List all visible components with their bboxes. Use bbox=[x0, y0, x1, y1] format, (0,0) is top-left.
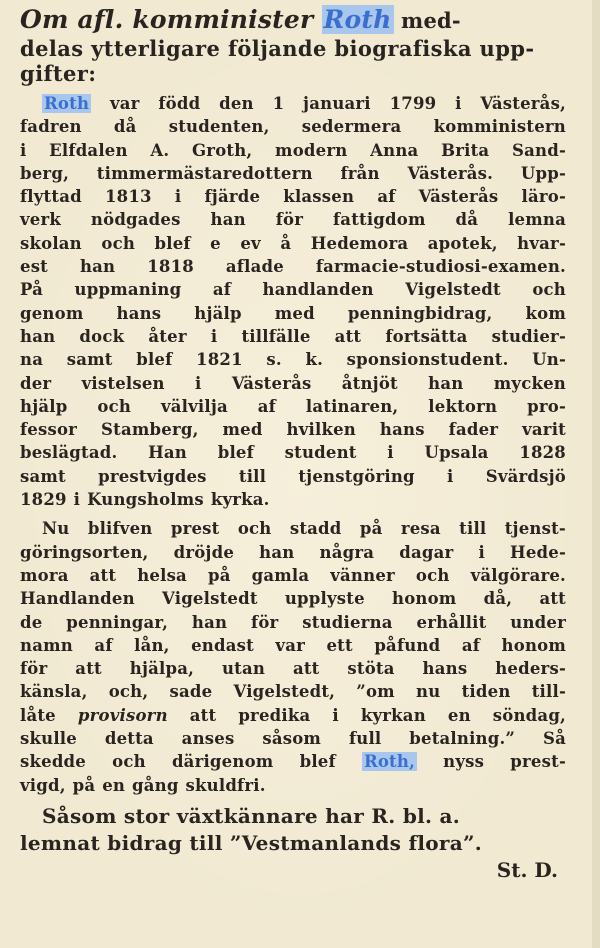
paragraph-1-line: beslägtad. Han blef student i Upsala 1828 bbox=[20, 443, 566, 463]
paragraph-1-line: fadren då studenten, sedermera komministern bbox=[20, 117, 566, 137]
paragraph-1-line: samt prestvigdes till tjenstgöring i Svärdsjö bbox=[20, 466, 566, 486]
article-headline bbox=[20, 4, 566, 36]
paragraph-2-line: vigd, på en gång skuldfri. bbox=[20, 775, 266, 795]
paragraph-1-line: i Elfdalen A. Groth, modern Anna Brita Sand- bbox=[20, 140, 566, 160]
paragraph-1-line bbox=[20, 92, 566, 115]
signature: St. D. bbox=[496, 857, 558, 882]
paragraph-1-line: skolan och blef e ev å Hedemora apotek, hvar- bbox=[20, 233, 566, 253]
italic-word-provisorn: provisorn bbox=[77, 705, 168, 725]
intro-line-3: gifter: bbox=[20, 61, 97, 86]
line-text: låte bbox=[20, 705, 78, 725]
paragraph-2-line: skulle detta anses såsom full betalning.” Så bbox=[20, 729, 566, 749]
highlighted-name-roth: Roth, bbox=[363, 752, 416, 772]
headline-prefix: Om afl. komminister bbox=[20, 5, 314, 34]
intro-line-2: delas ytterligare följande biografiska upp- bbox=[20, 36, 535, 61]
paragraph-1 bbox=[20, 92, 566, 511]
paragraph-2-line: göringsorten, dröjde han några dagar i Hede- bbox=[20, 542, 566, 562]
paragraph-2-line bbox=[20, 704, 566, 727]
paragraph-1-line: verk nödgades han för fattigdom då lemna bbox=[20, 210, 566, 230]
paragraph-2-line: de penningar, han för studierna erhållit under bbox=[20, 612, 566, 632]
paragraph-1-line: 1829 i Kungsholms kyrka. bbox=[20, 490, 270, 510]
paragraph-1-line: flyttad 1813 i fjärde klassen af Västerås läro- bbox=[20, 187, 566, 207]
line-text: att predika i kyrkan en söndag, bbox=[167, 705, 566, 725]
paragraph-1-line: der vistelsen i Västerås åtnjöt han mycken bbox=[20, 373, 566, 393]
paragraph-1-line: hjälp och välvilja af latinaren, lektorn pro- bbox=[20, 396, 566, 416]
paragraph-2 bbox=[20, 517, 566, 797]
paragraph-2-line: mora att helsa på gamla vänner och välgörare. bbox=[20, 565, 566, 585]
headline-suffix: med- bbox=[393, 8, 461, 33]
highlighted-name-roth: Roth bbox=[323, 5, 392, 34]
paragraph-2-line: Handlanden Vigelstedt upplyste honom då, att bbox=[20, 589, 566, 609]
closing-line-1: Såsom stor växtkännare har R. bl. a. bbox=[42, 803, 461, 828]
line-text: skedde och därigenom blef bbox=[20, 752, 362, 772]
paragraph-2-line: för att hjälpa, utan att stöta hans heders- bbox=[20, 659, 566, 679]
paragraph-1-line: genom hans hjälp med penningbidrag, kom bbox=[20, 303, 566, 323]
highlighted-name-roth: Roth bbox=[44, 94, 90, 113]
paragraph-1-line: est han 1818 aflade farmacie-studiosi-examen. bbox=[20, 257, 566, 277]
paragraph-2-line: känsla, och, sade Vigelstedt, ”om nu tiden till- bbox=[20, 682, 566, 702]
paragraph-1-line: berg, timmermästaredottern från Västerås. Upp- bbox=[20, 163, 566, 183]
paragraph-2-line: namn af lån, endast var ett påfund af honom bbox=[20, 635, 566, 655]
line-text: nyss prest- bbox=[417, 752, 566, 772]
paragraph-1-line: På uppmaning af handlanden Vigelstedt och bbox=[20, 280, 566, 300]
paragraph-1-line: na samt blef 1821 s. k. sponsionstudent. Un- bbox=[20, 350, 566, 370]
paragraph-2-line: Nu blifven prest och stadd på resa till tjenst- bbox=[42, 519, 566, 539]
closing-line-2: lemnat bidrag till ”Vestmanlands flora”. bbox=[20, 830, 483, 855]
line-text: var född den 1 januari 1799 i Västerås, bbox=[91, 94, 566, 113]
paragraph-1-line: fessor Stamberg, med hvilken hans fader varit bbox=[20, 420, 566, 440]
paragraph-1-line: han dock åter i tillfälle att fortsätta studier- bbox=[20, 326, 566, 346]
paragraph-2-line bbox=[20, 750, 566, 773]
